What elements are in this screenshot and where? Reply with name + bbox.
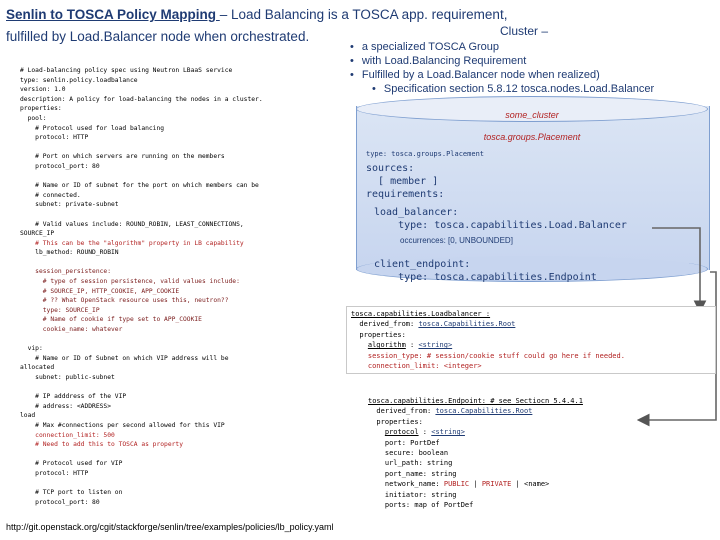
code-line: session_persistence: xyxy=(20,268,111,276)
lb-cap-header: tosca.capabilities.Loadbalancer : xyxy=(351,310,491,318)
sub-bullet-item: • Specification section 5.8.12 tosca.nodes.Load.Balancer xyxy=(372,82,654,96)
code-line: # Name or ID of subnet for the port on which members can be xyxy=(20,182,259,190)
code-line: protocol_port: 80 xyxy=(20,498,100,506)
code-line: # ?? What OpenStack resource uses this, neutron?? xyxy=(20,297,229,305)
bullet-item: • with Load.Balancing Requirement xyxy=(350,54,654,68)
ep-cap-port: port: PortDef xyxy=(368,438,440,447)
code-line: # type of session persistence, valid values include: xyxy=(20,278,240,286)
code-line: cookie_name: whatever xyxy=(20,326,123,334)
code-line: # This can be the "algorithm" property in LB capability xyxy=(20,239,244,247)
ep-cap-url-path: url_path: string xyxy=(368,459,453,468)
code-line: # Name of cookie if type set to APP_COOKIE xyxy=(20,316,202,324)
ep-cap-protocol-value: <string> xyxy=(431,428,465,437)
code-line: type: senlin.policy.loadbalance xyxy=(20,76,138,84)
code-line: subnet: private-subnet xyxy=(20,201,119,209)
separator: : xyxy=(418,428,432,437)
bullet-item: • Fulfilled by a Load.Balancer node when realized) xyxy=(350,68,654,82)
code-line: # address: <ADDRESS> xyxy=(20,402,111,410)
code-line: connection_limit: 500 xyxy=(20,431,115,439)
ep-cap-private: PRIVATE xyxy=(481,480,512,489)
lb-cap-derived: derived_from: xyxy=(351,320,419,329)
ep-cap-network: network_name: xyxy=(368,480,444,489)
separator: | xyxy=(511,480,524,489)
ep-cap-ports: ports: map of PortDef xyxy=(368,501,474,510)
ep-cap-properties: properties: xyxy=(368,417,423,426)
cluster-label: Cluster – xyxy=(500,24,549,38)
code-line: vip: xyxy=(20,345,43,353)
lb-requirement: load_balancer: type: tosca.capabilities.Load.Balancer xyxy=(374,207,627,231)
code-line: # TCP port to listen on xyxy=(20,489,123,497)
ep-cap-port-name: port_name: string xyxy=(368,469,457,478)
code-line: # Max #connections per second allowed for this VIP xyxy=(20,421,225,429)
ep-cap-derived-link[interactable]: tosca.Capabilities.Root xyxy=(435,407,533,416)
code-line: # Name or ID of Subnet on which VIP address will be xyxy=(20,354,229,362)
title-dash: – Load Balancing is a TOSCA app. requirement, xyxy=(219,7,508,22)
ep-cap-name: <name> xyxy=(523,480,550,489)
code-line: # Load-balancing policy spec using Neutron LBaaS service xyxy=(20,67,233,74)
cluster-name: some_cluster xyxy=(505,110,559,120)
code-line: # Protocol used for VIP xyxy=(20,460,123,468)
bullet-item: • a specialized TOSCA Group xyxy=(350,40,654,54)
code-line: # Need to add this to TOSCA as property xyxy=(20,441,184,449)
ep-cap-initiator: initiator: string xyxy=(368,490,457,499)
code-line: description: A policy for load-balancing the nodes in a cluster. xyxy=(20,95,263,103)
lb-cap-derived-link[interactable]: tosca.Capabilities.Root xyxy=(418,320,516,329)
lb-cap-algorithm-value: <string> xyxy=(418,341,453,350)
ep-cap-secure: secure: boolean xyxy=(368,449,449,458)
code-line: load xyxy=(20,412,36,420)
indent xyxy=(351,341,368,349)
source-url[interactable]: http://git.openstack.org/cgit/stackforge/senlin/tree/examples/policies/lb_policy.yaml xyxy=(6,522,334,532)
code-line: protocol: HTTP xyxy=(20,469,89,477)
lb-capability-def xyxy=(346,306,716,374)
code-line: allocated xyxy=(20,364,55,372)
cluster-type: tosca.groups.Placement xyxy=(483,132,581,142)
code-line: lb_method: ROUND_ROBIN xyxy=(20,249,119,257)
code-line: version: 1.0 xyxy=(20,86,66,94)
arrow-lb xyxy=(652,228,700,310)
group-type-line: type: tosca.groups.Placement xyxy=(366,150,485,158)
code-line: pool: xyxy=(20,114,47,122)
code-line: # SOURCE_IP, HTTP_COOKIE, APP_COOKIE xyxy=(20,287,180,295)
endpoint-requirement: client_endpoint: type: tosca.capabilities.Endpoint xyxy=(374,259,597,283)
endpoint-capability-def xyxy=(368,396,583,510)
ep-cap-protocol: protocol xyxy=(384,428,419,437)
code-line: # IP adddress of the VIP xyxy=(20,393,127,401)
lb-cap-session: session_type: # session/cookie stuff could go here if needed. xyxy=(351,351,625,360)
title-line2: fulfilled by Load.Balancer node when orchestrated. xyxy=(6,29,310,44)
code-line: protocol: HTTP xyxy=(20,134,89,142)
code-line: # Port on which servers are running on the members xyxy=(20,153,225,161)
code-line: subnet: public-subnet xyxy=(20,374,115,381)
code-line: type: SOURCE_IP xyxy=(20,306,100,314)
code-line: SOURCE_IP xyxy=(20,230,55,238)
code-line: protocol_port: 80 xyxy=(20,162,100,170)
separator: : xyxy=(405,341,419,350)
code-line: # connected. xyxy=(20,191,81,199)
ep-cap-header: tosca.capabilities.Endpoint: # see Sectiocn 5.4.4.1 xyxy=(368,397,583,405)
ep-cap-public: PUBLIC xyxy=(443,480,470,489)
code-line: # Protocol used for load balancing xyxy=(20,124,165,132)
lb-cap-properties: properties: xyxy=(351,330,406,339)
code-line: properties: xyxy=(20,105,62,113)
lb-occurrences: occurrences: [0, UNBOUNDED] xyxy=(400,236,513,245)
title-main: Senlin to TOSCA Policy Mapping xyxy=(6,7,220,22)
lb-cap-limit: connection_limit: <integer> xyxy=(351,362,482,371)
group-sources: sources: [ member ] requirements: xyxy=(366,163,445,200)
ep-cap-derived: derived_from: xyxy=(368,407,436,416)
lb-cap-algorithm: algorithm xyxy=(367,341,406,350)
code-line: # Valid values include: ROUND_ROBIN, LEAST_CONNECTIONS, xyxy=(20,220,244,228)
separator: | xyxy=(469,480,482,489)
